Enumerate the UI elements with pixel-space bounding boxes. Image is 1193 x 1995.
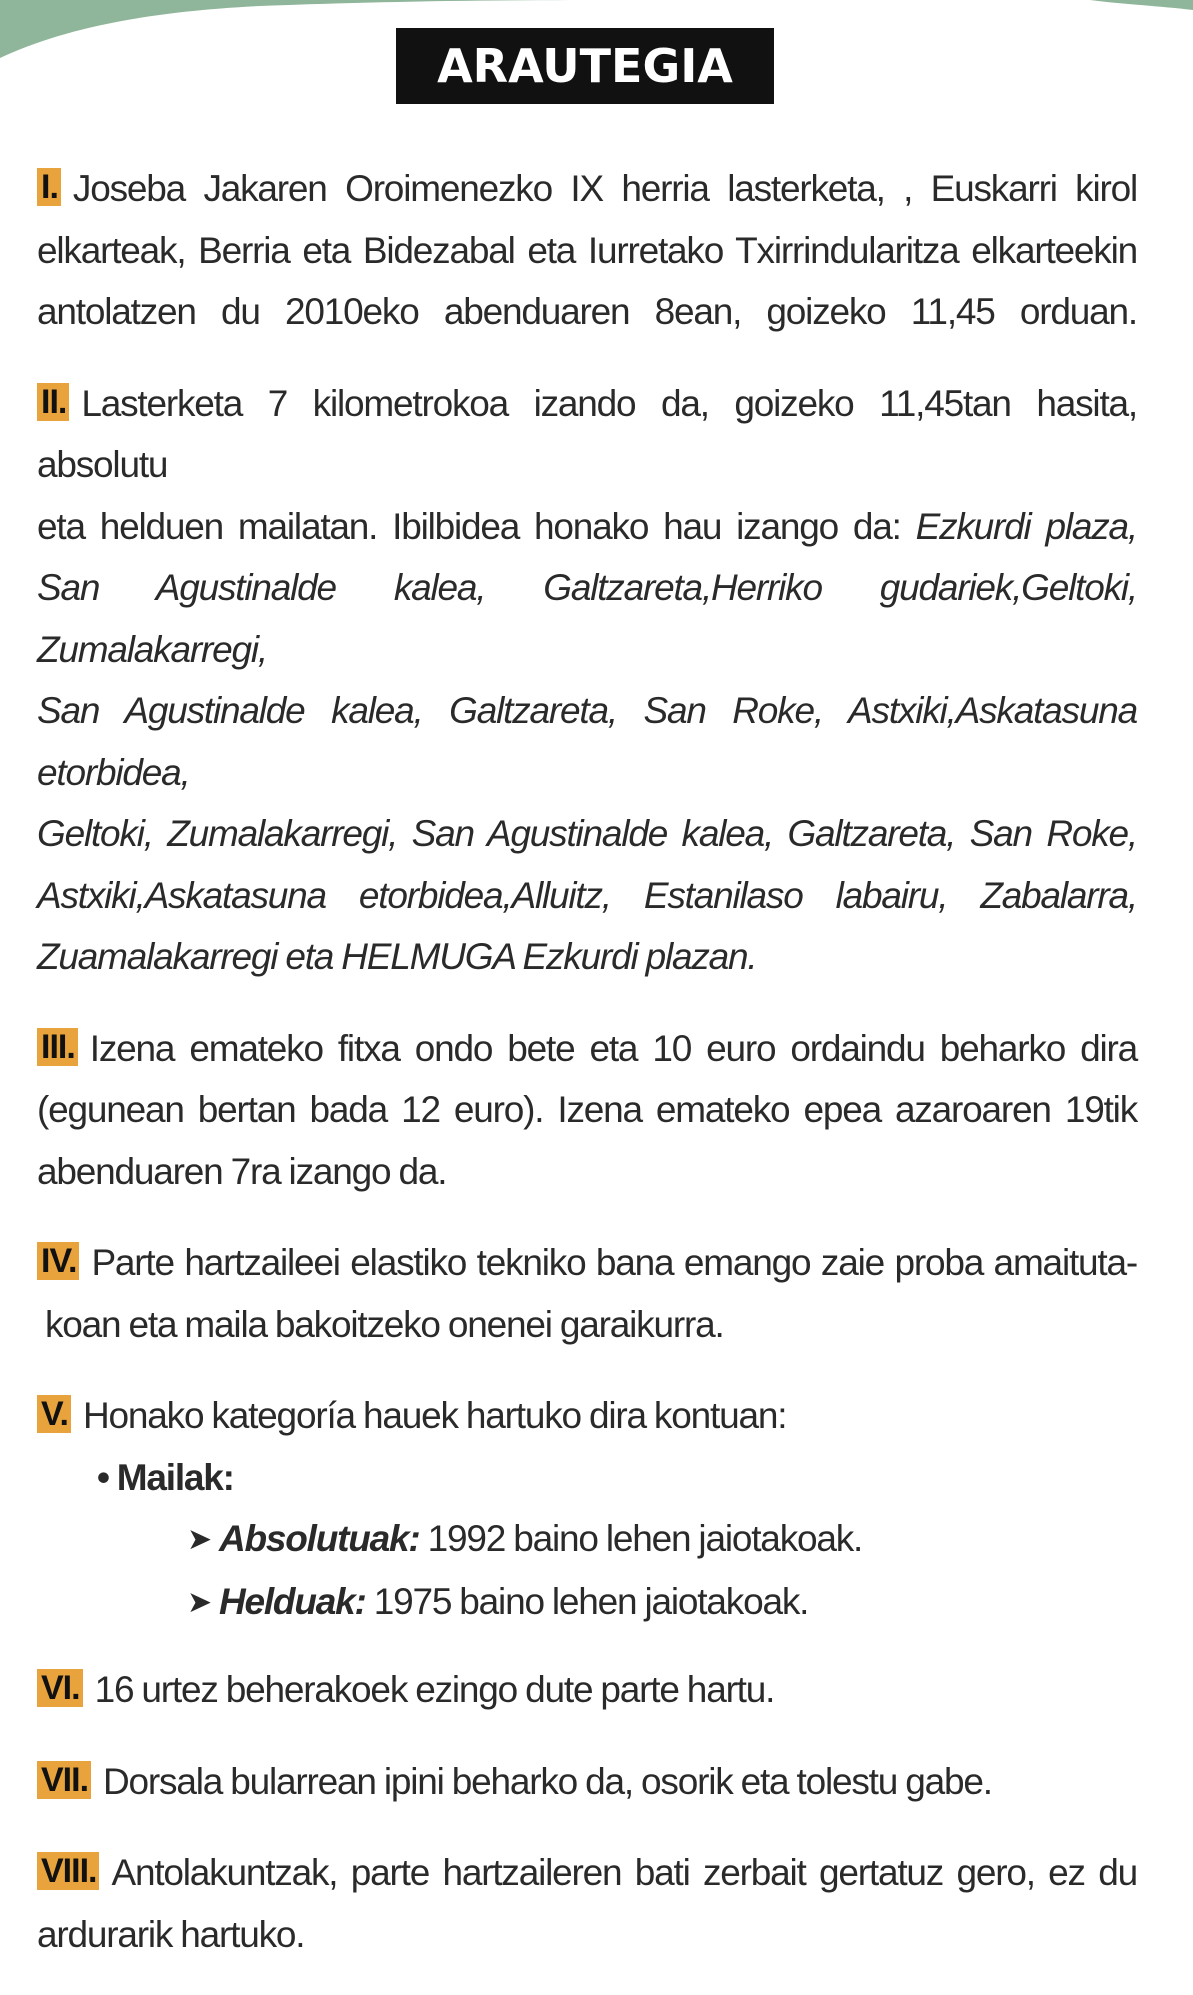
rule-numeral: VIII. <box>37 1852 99 1890</box>
rule-line: koan eta maila bakoitzeko onenei garaikurra. <box>45 1303 724 1345</box>
route-line: San Agustinalde kalea, Galtzareta,Herriko gudariek,Geltoki, Zumalakarregi, <box>37 567 1137 670</box>
rule-text: Parte hartzaileei elastiko tekniko bana emango zaie proba amaituta- <box>91 1242 1137 1283</box>
rule-numeral: VII. <box>37 1761 91 1799</box>
route-line: Astxiki,Askatasuna etorbidea,Alluitz, Estanilaso labairu, Zabalarra, <box>37 874 1137 916</box>
arrow-icon: ➤ <box>187 1523 211 1556</box>
rule-line <box>37 158 1137 220</box>
rule-line: antolatzen du 2010eko abenduaren 8ean, goizeko 11,45 orduan. <box>37 291 1137 332</box>
rule-line <box>37 1751 1137 1813</box>
rule-line <box>37 1232 1137 1294</box>
rule-numeral: IV. <box>37 1242 79 1280</box>
page-title-text: ARAUTEGIA <box>437 39 733 93</box>
rule-text: Joseba Jakaren Oroimenezko IX herria lasterketa, , Euskarri kirol <box>72 168 1137 209</box>
category-item <box>187 1508 1137 1571</box>
rule-numeral: VI. <box>37 1669 83 1707</box>
rule-1 <box>37 158 1137 343</box>
route-line: San Agustinalde kalea, Galtzareta, San Roke, Astxiki,Askatasuna etorbidea, <box>37 690 1137 793</box>
arrow-icon: ➤ <box>187 1585 211 1619</box>
rule-text: 16 urtez beherakoek ezingo dute parte hartu. <box>94 1669 775 1710</box>
rule-text: Lasterketa 7 kilometrokoa izando da, goizeko 11,45tan hasita, absolutu <box>37 382 1137 485</box>
route-start: Ezkurdi plaza, <box>915 505 1137 547</box>
rule-text: Honako kategoría hauek hartuko dira kontuan: <box>83 1395 787 1436</box>
rules-list <box>37 158 1137 1995</box>
rule-6 <box>37 1659 1137 1721</box>
rule-2 <box>37 373 1137 988</box>
rule-numeral: II. <box>37 383 69 421</box>
rule-numeral: III. <box>37 1028 78 1066</box>
rule-4 <box>37 1232 1137 1355</box>
rule-text: eta helduen mailatan. Ibilbidea honako hau izango da: <box>37 505 901 547</box>
rule-line <box>37 1842 1137 1904</box>
rule-line: ardurarik hartuko. <box>37 1913 305 1955</box>
rule-line <box>37 496 1137 558</box>
route-line: Geltoki, Zumalakarregi, San Agustinalde kalea, Galtzareta, San Roke, <box>37 813 1137 854</box>
rule-line <box>37 1385 1137 1447</box>
category-text: 1975 baino lehen jaiotakoak. <box>373 1580 809 1622</box>
categories-label: Mailak: <box>116 1456 234 1498</box>
rule-line <box>37 1018 1137 1080</box>
category-text: 1992 baino lehen jaiotakoak. <box>427 1518 863 1559</box>
rule-line: abenduaren 7ra izango da. <box>37 1150 447 1192</box>
rule-text: Izena emateko fitxa ondo bete eta 10 euro ordaindu beharko dira <box>89 1027 1137 1069</box>
rule-text: Antolakuntzak, parte hartzaileren bati zerbait gertatuz gero, ez du <box>111 1852 1137 1893</box>
bullet-icon: • <box>97 1456 109 1498</box>
rule-line <box>37 1659 1137 1721</box>
category-item <box>187 1571 1137 1634</box>
rule-8 <box>37 1842 1137 1965</box>
rule-text: Dorsala bularrean ipini beharko da, osorik eta tolestu gabe. <box>103 1760 992 1802</box>
rule-line: elkarteak, Berria eta Bidezabal eta Iurretako Txirrindularitza elkarteekin <box>37 229 1137 271</box>
category-label: Absolutuak: <box>218 1518 420 1559</box>
categories-bullet <box>97 1447 1137 1509</box>
page-title <box>396 28 774 104</box>
rule-7 <box>37 1751 1137 1813</box>
rule-5 <box>37 1385 1137 1633</box>
rule-numeral: V. <box>37 1395 71 1433</box>
category-label: Helduak: <box>218 1580 366 1622</box>
route-line: Zuamalakarregi eta HELMUGA Ezkurdi plazan. <box>37 936 757 977</box>
rule-numeral: I. <box>37 168 61 206</box>
rule-line: (egunean bertan bada 12 euro). Izena emateko epea azaroaren 19tik <box>37 1089 1137 1130</box>
rule-3 <box>37 1018 1137 1203</box>
rule-line <box>37 373 1137 496</box>
